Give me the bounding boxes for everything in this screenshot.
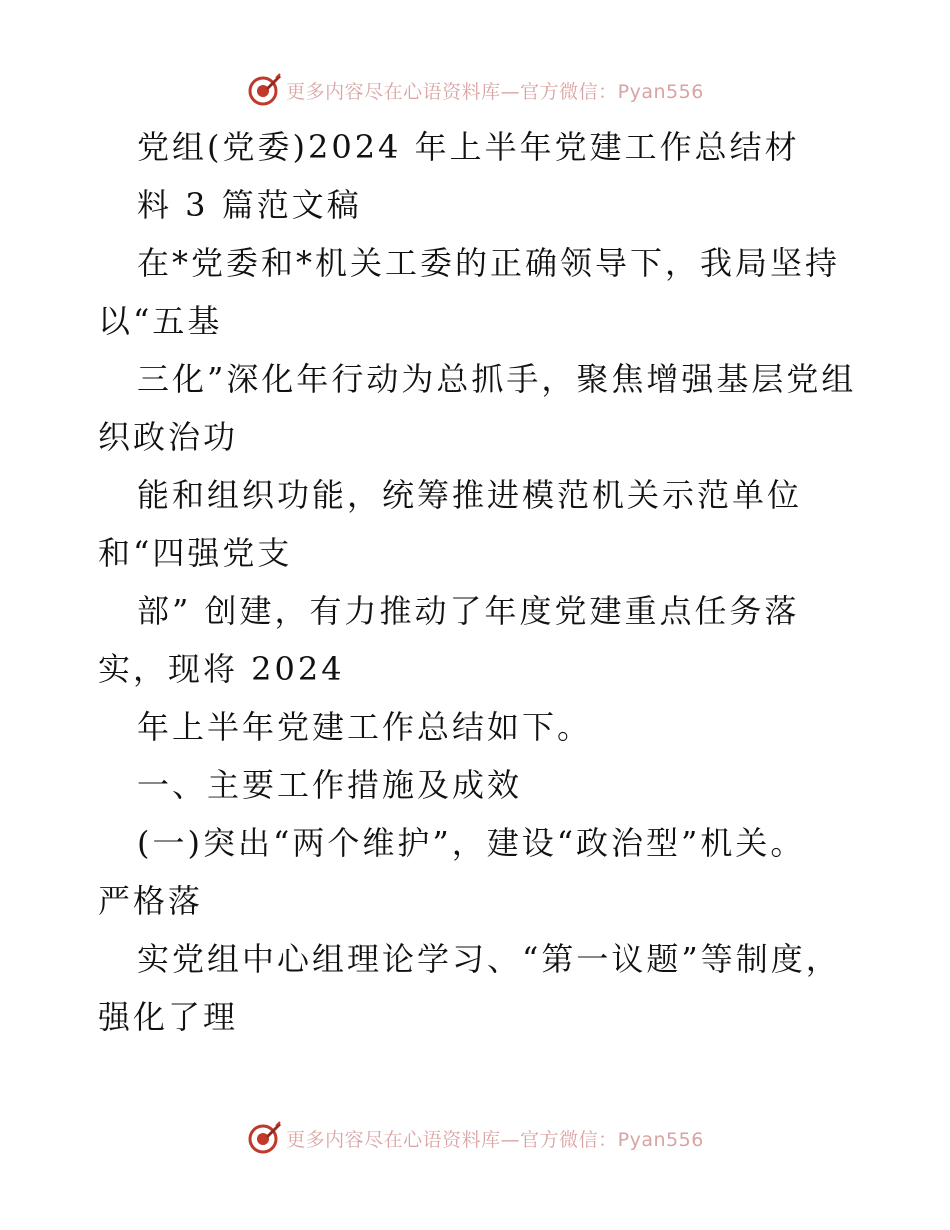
- doc-line: 能和组织功能，统筹推进模范机关示范单位: [137, 476, 803, 514]
- subsection-heading: (一)突出“两个维护”，建设“政治型”机关。: [137, 824, 806, 862]
- doc-line: 严格落: [98, 882, 204, 920]
- doc-line: 和“四强党支: [98, 534, 293, 572]
- doc-line: 年上半年党建工作总结如下。: [137, 708, 593, 746]
- section-heading: 一、主要工作措施及成效: [137, 766, 523, 804]
- doc-line: 以“五基: [98, 302, 223, 340]
- pen-logo-icon: [246, 1120, 282, 1156]
- doc-title-line-1: 党组(党委)2024 年上半年党建工作总结材: [137, 128, 800, 166]
- watermark-text: 更多内容尽在心语资料库—官方微信：Pyan556: [286, 80, 704, 103]
- doc-title-line-2: 料 3 篇范文稿: [137, 186, 362, 224]
- watermark-footer: [0, 1118, 950, 1158]
- doc-line: 三化”深化年行动为总抓手，聚焦增强基层党组: [137, 360, 857, 398]
- watermark-text: 更多内容尽在心语资料库—官方微信：Pyan556: [286, 1128, 704, 1151]
- doc-line: 实党组中心组理论学习、“第一议题”等制度，: [137, 940, 841, 978]
- doc-line: 强化了理: [98, 998, 239, 1036]
- doc-line: 在*党委和*机关工委的正确领导下，我局坚持: [137, 244, 841, 282]
- doc-line: 织政治功: [98, 418, 239, 456]
- doc-line: 部” 创建，有力推动了年度党建重点任务落: [137, 592, 800, 630]
- doc-line: 实，现将 2024: [98, 650, 345, 688]
